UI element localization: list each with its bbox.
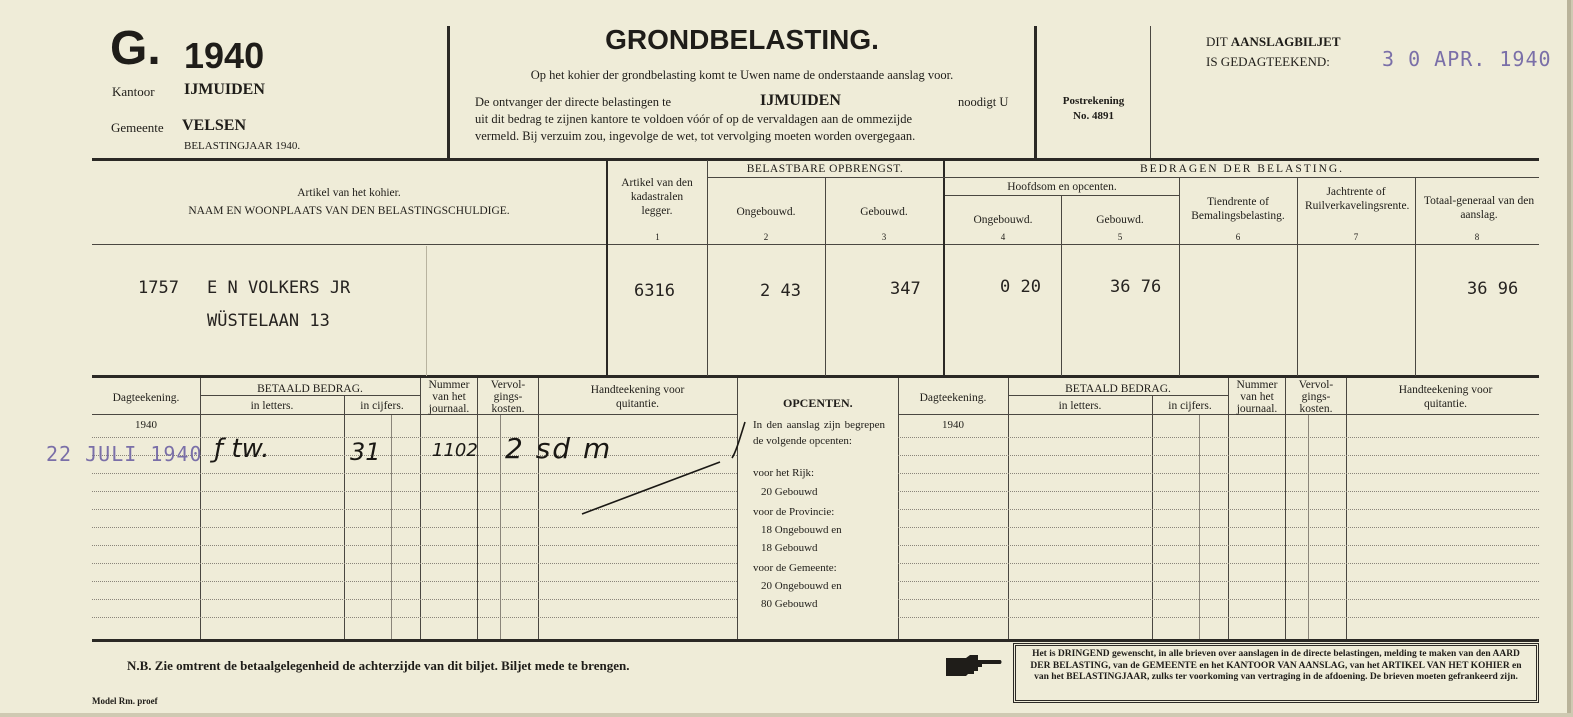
pay2-vervolging: Vervol-gings-kosten. xyxy=(1298,379,1334,415)
body-text-post: noodigt U xyxy=(958,95,1009,109)
form-year: 1940 xyxy=(184,35,265,76)
dated-line2: IS GEDAGTEEKEND: xyxy=(1206,54,1330,69)
pointing-hand-icon xyxy=(944,652,1002,678)
col-name-line1: Artikel van het kohier. xyxy=(297,187,401,199)
hand-journaal: 1102 xyxy=(432,440,478,461)
pay-year: 1940 xyxy=(135,419,157,431)
gemeente-value: VELSEN xyxy=(182,117,247,134)
hand-signature: 2 sd m xyxy=(505,432,613,465)
col-2-header: Ongebouwd. xyxy=(736,206,796,218)
group-bedragen: BEDRAGEN DER BELASTING. xyxy=(1139,163,1345,175)
pay-betaald: BETAALD BEDRAG. xyxy=(257,383,363,395)
col-num-5: 5 xyxy=(1117,232,1123,242)
row-hoofd-ongebouwd: 0 20 xyxy=(1000,277,1041,297)
col-5-header: Gebouwd. xyxy=(1096,214,1144,226)
dated-stamp: 3 0 APR. 1940 xyxy=(1382,47,1552,71)
col-7-header: Jachtrente of Ruilverkavelingsrente. xyxy=(1305,186,1410,212)
body-text-pre: De ontvanger der directe belastingen te xyxy=(475,95,672,109)
col-1-header: Artikel van den kadastralen legger. xyxy=(621,177,693,217)
row-address: WÜSTELAAN 13 xyxy=(207,311,330,331)
kantoor-value: IJMUIDEN xyxy=(184,81,265,98)
opcenten-gem-label: voor de Gemeente: xyxy=(753,562,837,574)
postrekening-no: No. 4891 xyxy=(1073,110,1114,122)
belastingjaar: BELASTINGJAAR 1940. xyxy=(184,140,301,152)
kantoor-label: Kantoor xyxy=(112,84,155,99)
dated-line1: DIT AANSLAGBILJET xyxy=(1206,34,1341,49)
col-num-3: 3 xyxy=(881,232,887,242)
col-3-header: Gebouwd. xyxy=(860,206,908,218)
row-gebouwd: 347 xyxy=(890,279,921,299)
pay-in-letters: in letters. xyxy=(250,400,294,412)
form-title: GRONDBELASTING. xyxy=(605,24,879,55)
opcenten-intro: In den aanslag zijn begrepen de volgende opcenten: xyxy=(753,419,885,447)
opcenten-rijk-label: voor het Rijk: xyxy=(753,467,815,479)
pay2-in-letters: in letters. xyxy=(1058,400,1102,412)
pay-vervolging: Vervol-gings-kosten. xyxy=(490,379,526,415)
signature-stroke xyxy=(540,418,760,518)
row-artikel: 1757 xyxy=(138,278,179,298)
pay2-in-cijfers: in cijfers. xyxy=(1168,400,1212,412)
body-city: IJMUIDEN xyxy=(760,92,841,109)
postrekening-label: Postrekening xyxy=(1062,95,1125,107)
row-kadastraal: 6316 xyxy=(634,281,675,301)
pay2-betaald: BETAALD BEDRAG. xyxy=(1065,383,1171,395)
footer-model: Model Rm. proef xyxy=(92,696,158,706)
group-hoofdsom: Hoofdsom en opcenten. xyxy=(1007,181,1117,193)
col-num-1: 1 xyxy=(655,232,660,242)
col-name-line2: NAAM EN WOONPLAATS VAN DEN BELASTINGSCHULDIGE. xyxy=(188,205,510,217)
col-num-6: 6 xyxy=(1235,232,1241,242)
col-num-2: 2 xyxy=(763,232,769,242)
row-totaal: 36 96 xyxy=(1467,279,1519,299)
pay-dagteekening: Dagteekening. xyxy=(112,392,180,404)
hand-letters: ƒ tw. xyxy=(214,434,270,464)
col-num-7: 7 xyxy=(1353,232,1359,242)
hand-cijfers: 31 xyxy=(350,438,381,466)
opcenten-prov-1: 18 Ongebouwd en xyxy=(761,524,842,536)
row-hoofd-gebouwd: 36 76 xyxy=(1110,277,1162,297)
opcenten-gem-1: 20 Ongebouwd en xyxy=(761,580,842,592)
opcenten-title: OPCENTEN. xyxy=(783,396,853,410)
group-opbrengst: BELASTBARE OPBRENGST. xyxy=(746,163,904,175)
opcenten-prov-label: voor de Provincie: xyxy=(753,506,835,518)
intro-text: Op het kohier der grondbelasting komt te Uwen name de onderstaande aanslag voor. xyxy=(530,68,954,82)
footer-notice: Het is DRINGEND gewenscht, in alle brieven over aanslagen in de directe belastingen, melding te maken van den AARD DER BELASTING, van de GEMEENTE en het KANTOOR VAN AANSLAG, van het ARTIKEL VAN HET KOHIER en van het BELASTINGJAAR, zulks ter voorkoming van vertraging in de afdoening. De brieven moeten gefrankeerd zijn. xyxy=(1013,643,1539,703)
col-num-4: 4 xyxy=(1000,232,1006,242)
col-6-header: Tiendrente of Bemalingsbelasting. xyxy=(1191,196,1285,222)
row-ongebouwd: 2 43 xyxy=(760,281,801,301)
payment-date-stamp: 22 JULI 1940 xyxy=(46,442,203,466)
body-text-line3: vermeld. Bij verzuim zou, ingevolge de wet, tot vervolging moeten worden overgegaan. xyxy=(475,129,916,143)
pay2-year: 1940 xyxy=(942,419,964,431)
col-4-header: Ongebouwd. xyxy=(973,214,1033,226)
pay-in-cijfers: in cijfers. xyxy=(360,400,404,412)
opcenten-gem-2: 80 Gebouwd xyxy=(761,598,818,610)
form-letter: G. xyxy=(110,22,161,75)
pay-handteekening: Handteekening voor quitantie. xyxy=(590,384,685,410)
pay2-dagteekening: Dagteekening. xyxy=(919,392,987,404)
footer-nb: N.B. Zie omtrent de betaalgelegenheid de achterzijde van dit biljet. Biljet mede te brengen. xyxy=(127,658,630,673)
col-8-header: Totaal-generaal van den aanslag. xyxy=(1423,195,1535,221)
pay2-nummer: Nummer van het journaal. xyxy=(1236,379,1278,415)
gemeente-label: Gemeente xyxy=(111,120,164,135)
col-num-8: 8 xyxy=(1474,232,1480,242)
pay2-handteekening: Handteekening voor quitantie. xyxy=(1398,384,1493,410)
row-name: E N VOLKERS JR xyxy=(207,278,351,298)
opcenten-rijk-1: 20 Gebouwd xyxy=(761,486,818,498)
pay-nummer: Nummer van het journaal. xyxy=(428,379,470,415)
opcenten-prov-2: 18 Gebouwd xyxy=(761,542,818,554)
body-text-line2: uit dit bedrag te zijnen kantore te voldoen vóór of op de vervaldagen aan de ommezijde xyxy=(475,112,912,126)
